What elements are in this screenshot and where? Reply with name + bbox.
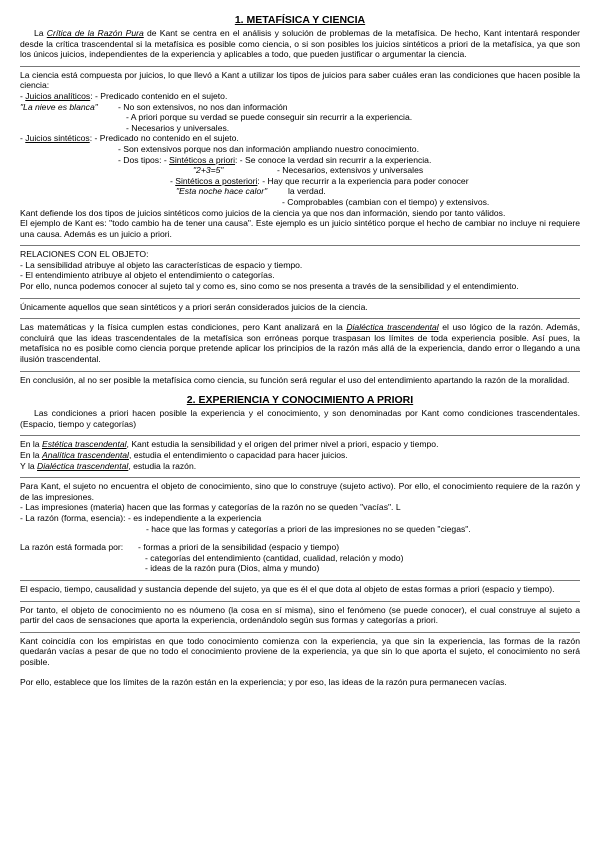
divider — [20, 66, 580, 67]
analiticos-label: Juicios analíticos — [25, 90, 91, 101]
relaciones-block — [20, 249, 580, 291]
noumeno-paragraph: Por tanto, el objeto de conocimiento no es nóumeno (la cosa en sí misma), sino el fenómeno (se puede conocer), el cual construye al sujeto a partir del caos de sensaciones que aporta la experiencia, ordenándolo según sus formas y categorías a priori. — [20, 604, 580, 626]
razon-line-2: - categorías del entendimiento (cantidad, cualidad, relación y modo) — [145, 552, 404, 563]
analiticos-line-4: - Necesarios y universales. — [126, 122, 230, 133]
s1-intro-paragraph — [20, 28, 580, 60]
text: : - Se conoce la verdad sin recurrir a la experiencia. — [235, 154, 432, 165]
razon-intro: La razón está formada por: — [20, 542, 124, 553]
text: , estudia la razón. — [128, 460, 197, 471]
razon-block — [20, 542, 580, 574]
text: , Kant estudia la sensibilidad y el origen del primer nivel a priori, espacio y tiempo. — [126, 439, 439, 450]
sinteticos-line-1 — [20, 133, 580, 144]
divider — [20, 371, 580, 372]
matematicas-paragraph — [20, 322, 580, 364]
example-a-priori: "2+3=5" — [193, 165, 224, 176]
sinteticos-line-5 — [20, 176, 580, 187]
sujeto-line-1: - Las impresiones (materia) hacen que las formas y categorías de la razón no se queden "vacías". L — [20, 502, 401, 513]
text: : - Hay que recurrir a la experiencia para poder conocer — [257, 175, 469, 186]
text: de Kant se centra en el análisis y solución de problemas de la metafísica. De hecho, Kant intentará responder desde la crítica trascendental si la metafísica es posible como ciencia, o si son posibles los juicios sintéticos a priori de la metafísica, ya que son los únicos juicios, independientes de la experiencia y aplicables a todo, que pueden justificar o argumentar la ciencia. — [20, 28, 580, 60]
example-a-posteriori: "Esta noche hace calor" — [176, 186, 268, 197]
relaciones-line-1: - La sensibilidad atribuye al objeto las características de espacio y tiempo. — [20, 259, 303, 270]
text: - No son extensivos, no nos dan información — [118, 101, 288, 112]
text: : - Predicado no contenido en el sujeto. — [89, 133, 239, 144]
document-page — [20, 0, 580, 687]
divider — [20, 298, 580, 299]
analiticos-line-2 — [20, 102, 580, 113]
spacer — [20, 668, 580, 677]
spacer — [20, 385, 580, 394]
analitica-line — [20, 450, 580, 461]
sinteticos-line-6 — [20, 186, 580, 197]
text: Y la — [20, 460, 38, 471]
text: - formas a priori de la sensibilidad (espacio y tiempo) — [138, 542, 340, 553]
relaciones-line-2: - El entendimiento atribuye al objeto el entendimiento o categorías. — [20, 270, 275, 281]
text: - — [170, 175, 176, 186]
text: : - Predicado contenido en el sujeto. — [90, 90, 228, 101]
dialectica-line — [20, 461, 580, 472]
work-title: Dialéctica trascendental — [346, 322, 439, 333]
divider — [20, 601, 580, 602]
limites-paragraph: Por ello, establece que los límites de la razón están en la experiencia; y por eso, las ideas de la razón pura permanecen vacías. — [20, 676, 507, 687]
sinteticos-a-posteriori-label: Sintéticos a posteriori — [175, 175, 258, 186]
divider — [20, 435, 580, 436]
text: La — [34, 28, 47, 38]
section-2-title: 2. EXPERIENCIA Y CONOCIMIENTO A PRIORI — [186, 394, 414, 407]
text: la verdad. — [288, 186, 326, 197]
text: el uso lógico de la razón. Además, concluirá que las ideas trascendentales de la metafísica son erróneas porque traspasan los límites de toda experiencia posible. Así pues, la metafísica no es posible como ciencia porque pretende aplicar los principios de la razón más allá de la experiencia, dando error o llegando a una ilusión trascendental. — [20, 322, 580, 365]
spacer — [20, 534, 580, 542]
sujeto-block — [20, 481, 580, 534]
text: - Necesarios, extensivos y universales — [277, 165, 424, 176]
work-title: Estética trascendental — [41, 439, 127, 450]
juicios-paragraph-1: Kant defiende los dos tipos de juicios sintéticos como juicios de la ciencia ya que nos dan información, siendo por tanto válidos. — [20, 207, 506, 218]
text: Las matemáticas y la física cumplen estas condiciones, pero Kant analizará en la — [20, 322, 347, 333]
relaciones-title: RELACIONES CON EL OBJETO: — [20, 249, 149, 260]
text: - — [20, 90, 26, 101]
divider — [20, 580, 580, 581]
sinteticos-a-priori-label: Sintéticos a priori — [169, 154, 236, 165]
s2-intro-paragraph: Las condiciones a priori hacen posible la experiencia y el conocimiento, y son denominadas por Kant como condiciones trascendentales. (Espacio, tiempo y categorías) — [20, 408, 580, 429]
work-title: Crítica de la Razón Pura — [46, 28, 144, 38]
estetica-line — [20, 439, 580, 450]
analiticos-line-3: - A priori porque su verdad se puede conseguir sin recurrir a la experiencia. — [126, 112, 413, 123]
text: - Dos tipos: - — [118, 154, 170, 165]
work-title: Analítica trascendental — [41, 450, 129, 460]
relaciones-line-3: Por ello, nunca podemos conocer al sujeto tal y como es, sino como se nos presenta a través de la sensibilidad y el entendimiento. — [20, 281, 519, 292]
divider — [20, 477, 580, 478]
divider — [20, 632, 580, 633]
section-1-title: 1. METAFÍSICA Y CIENCIA — [234, 14, 366, 26]
sinteticos-line-4 — [20, 165, 580, 176]
work-title: Dialéctica trascendental — [37, 460, 129, 471]
sinteticos-line-7: - Comprobables (cambian con el tiempo) y extensivos. — [282, 196, 490, 207]
razon-line-1 — [20, 542, 580, 553]
analiticos-line-1 — [20, 91, 580, 102]
sujeto-paragraph: Para Kant, el sujeto no encuentra el objeto de conocimiento, sino que lo construye (sujeto activo). Por ello, el conocimiento requiere de la razón y de las impresiones. — [20, 481, 580, 502]
juicios-paragraph-2: El ejemplo de Kant es: "todo cambio ha de tener una causa". Este ejemplo es un juicio sintético porque el hecho de cambiar no incluye ni requiere una causa. Además es un juicio a priori. — [20, 218, 580, 239]
partes-block — [20, 439, 580, 471]
juicios-intro: La ciencia está compuesta por juicios, lo que llevó a Kant a utilizar los tipos de juicios para saber cuáles eran las condiciones que hacen posible la ciencia: — [20, 69, 580, 91]
sinteticos-line-2: - Son extensivos porque nos dan información ampliando nuestro conocimiento. — [118, 143, 419, 154]
text: En la — [20, 439, 42, 450]
sinteticos-line-3 — [20, 155, 580, 166]
text: En la — [20, 450, 42, 460]
divider — [20, 245, 580, 246]
razon-line-3: - ideas de la razón pura (Dios, alma y mundo) — [145, 563, 320, 574]
empiristas-paragraph: Kant coincidía con los empiristas en que todo conocimiento comienza con la experiencia, ya que sin la experiencia, las formas de la razón quedarán vacías a pesar de que no todo el conocimiento proviene de la experiencia, ya que sin lo que aporta el sujeto, el conocimiento no será posible. — [20, 635, 580, 667]
text: - — [20, 133, 26, 144]
juicios-block — [20, 70, 580, 240]
conclusion-paragraph: En conclusión, al no ser posible la metafísica como ciencia, su función será regular el uso del entendimiento apartando la razón de la moralidad. — [20, 374, 570, 385]
text: , estudia el entendimiento o capacidad para hacer juicios. — [128, 450, 348, 460]
divider — [20, 318, 580, 319]
sujeto-line-2: - La razón (forma, esencia): - es independiente a la experiencia — [20, 512, 262, 523]
espacio-paragraph: El espacio, tiempo, causalidad y sustancia depende del sujeto, ya que es él el que dota al objeto de estas formas a priori (espacio y tiempo). — [20, 583, 555, 594]
unicamente-paragraph: Únicamente aquellos que sean sintéticos y a priori serán considerados juicios de la ciencia. — [20, 301, 368, 312]
example-analitico: "La nieve es blanca" — [20, 101, 98, 112]
sujeto-line-3: - hace que las formas y categorías a priori de las impresiones no se queden "ciegas". — [146, 523, 471, 534]
sinteticos-label: Juicios sintéticos — [25, 133, 90, 144]
